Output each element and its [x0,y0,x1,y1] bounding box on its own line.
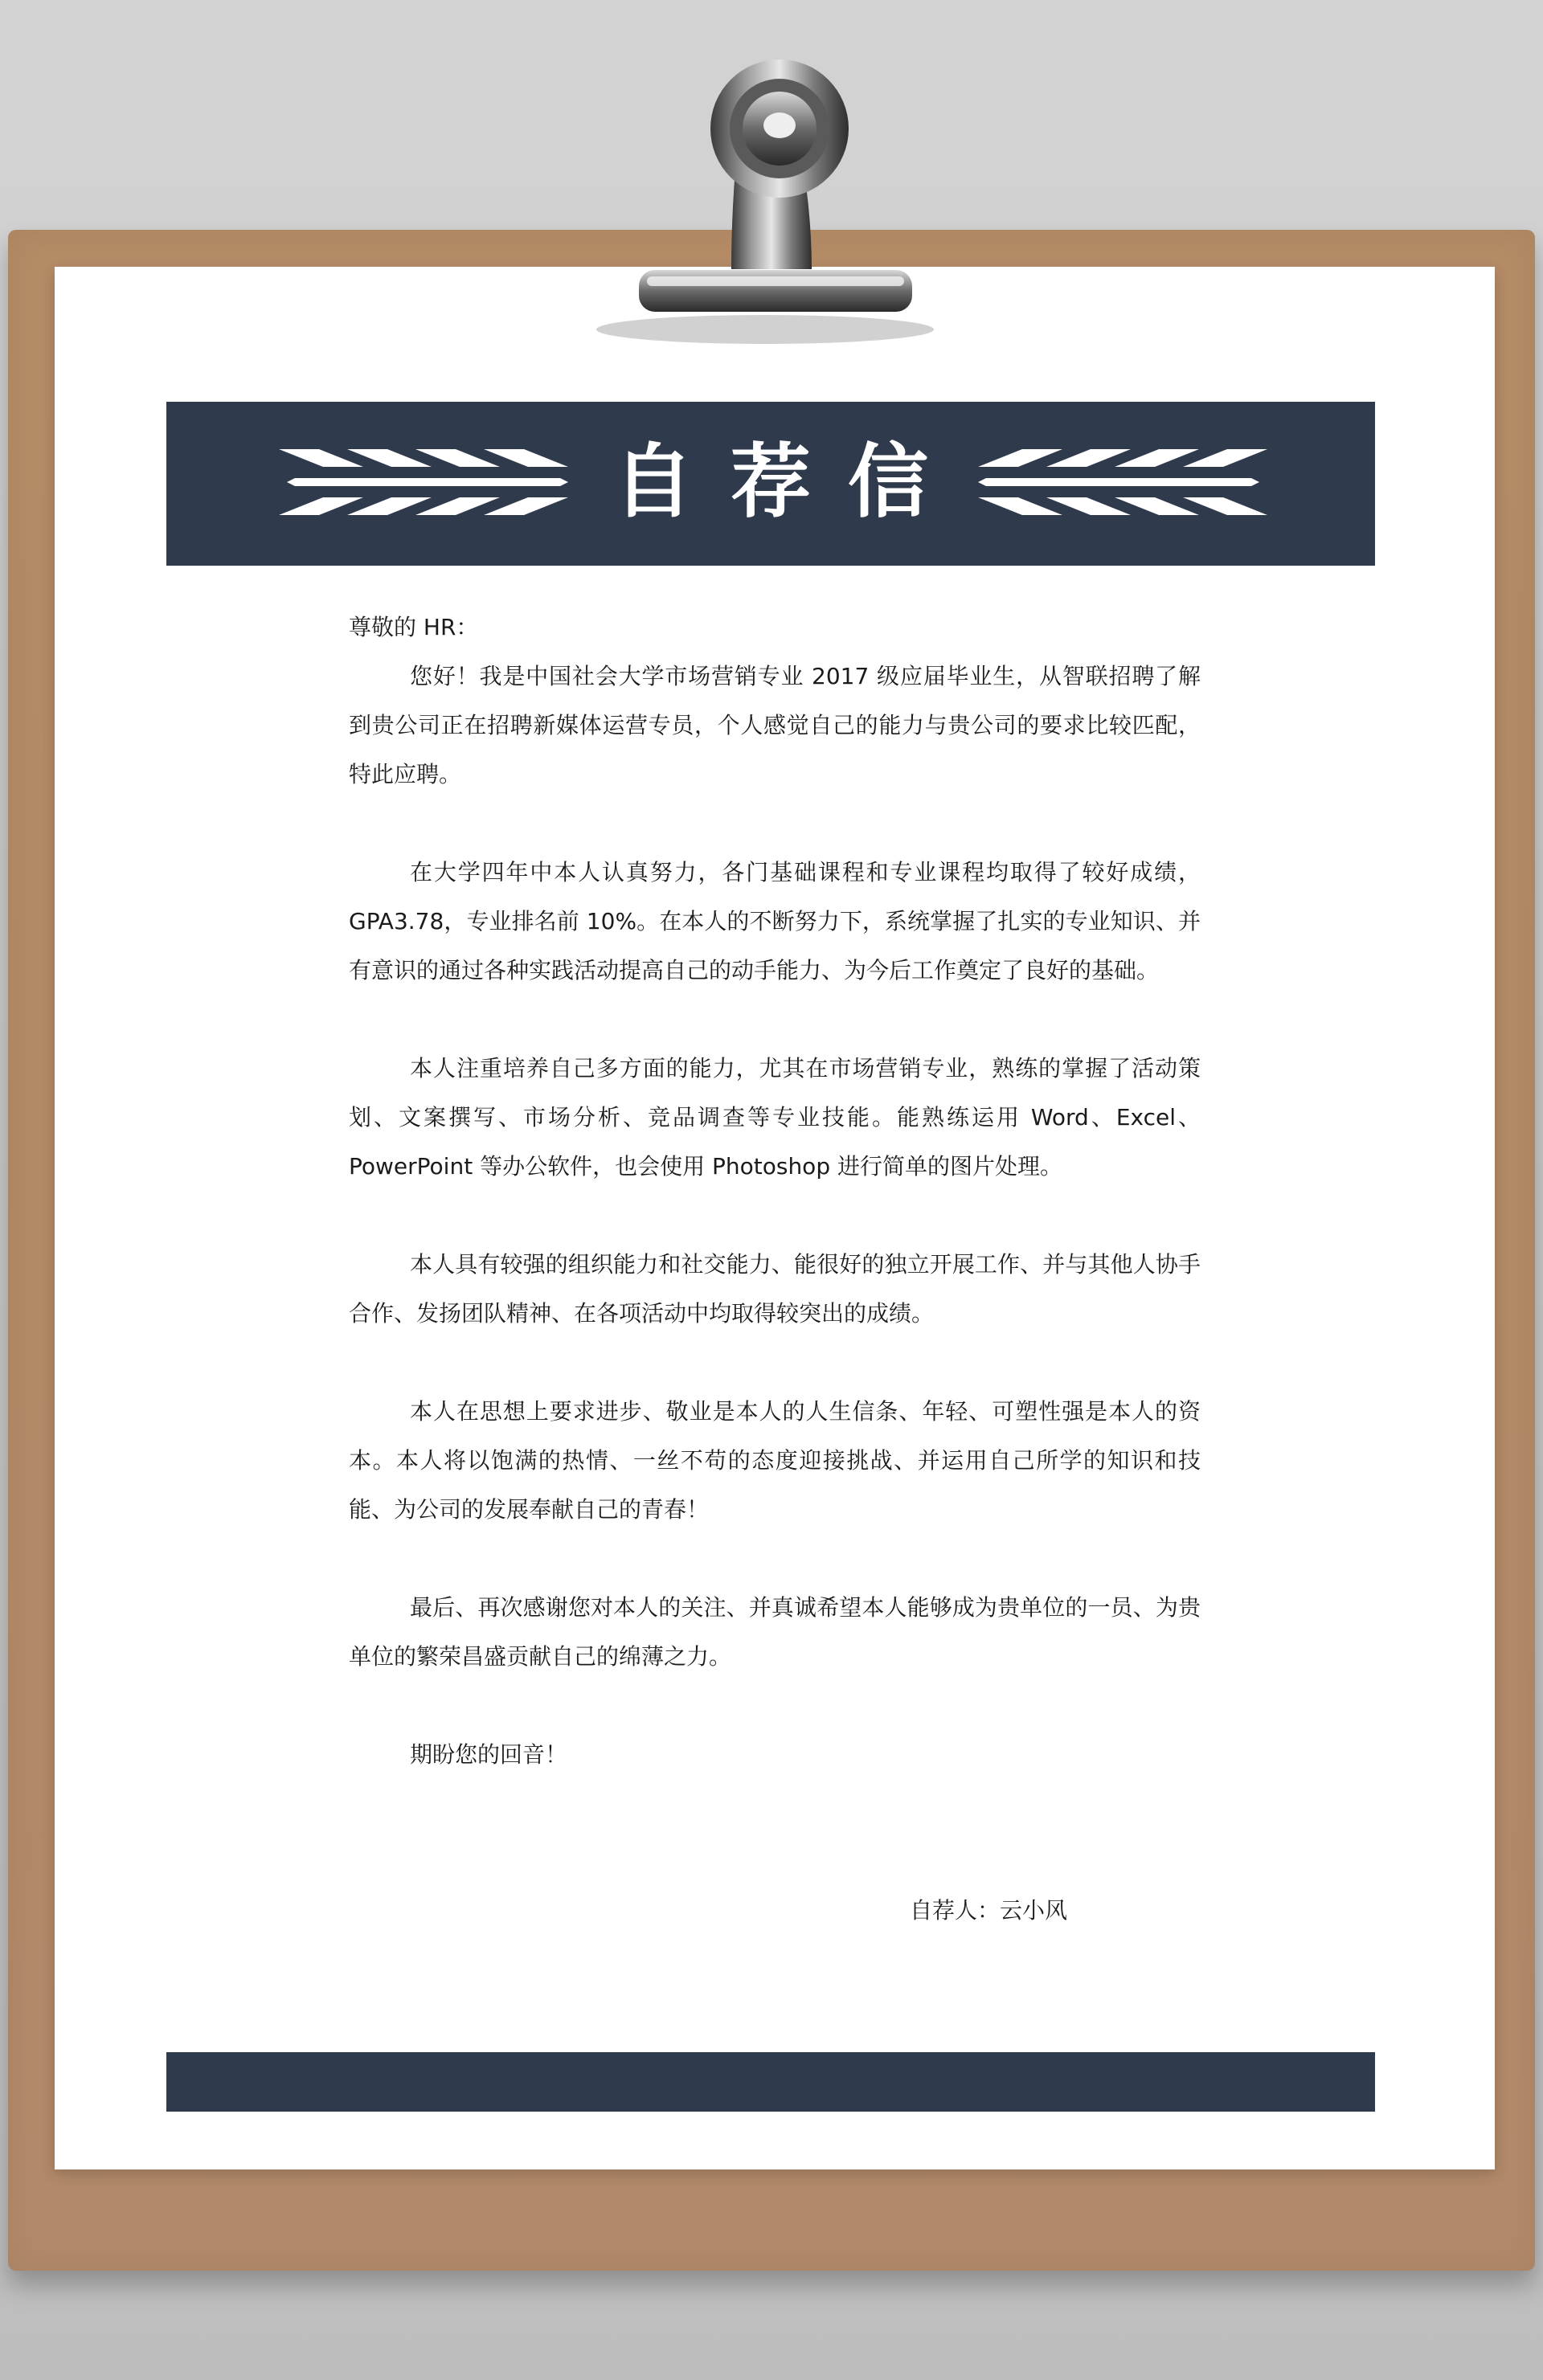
paragraph-skills: 本人注重培养自己多方面的能力，尤其在市场营销专业，熟练的掌握了活动策划、文案撰写、市场分析、竞品调查等专业技能。能熟练运用 Word、Excel、PowerPoint 等办公软件，也会使用 Photoshop 进行简单的图片处理。 [349,1055,1201,1180]
paragraph-academics: 在大学四年中本人认真努力，各门基础课程和专业课程均取得了较好成绩，GPA3.78，专业排名前 10%。在本人的不断努力下，系统掌握了扎实的专业知识、并有意识的通过各种实践活动提高自己的动手能力、为今后工作奠定了良好的基础。 [349,859,1201,983]
paragraph-teamwork: 本人具有较强的组织能力和社交能力、能很好的独立开展工作、并与其他人协手合作、发扬团队精神、在各项活动中均取得较突出的成绩。 [349,1251,1201,1327]
paragraph-closing: 最后、再次感谢您对本人的关注、并真诚希望本人能够成为贵单位的一员、为贵单位的繁荣昌盛贡献自己的绵薄之力。 [349,1594,1201,1670]
signature: 自荐人：云小风 [910,1897,1068,1924]
footer-banner [166,2052,1375,2112]
paragraph-looking-forward: 期盼您的回音！ [410,1741,568,1768]
page-title: 自荐信 [613,435,965,529]
right-chevron-arrows-icon [970,446,1275,518]
title-banner [166,402,1375,566]
binder-clip-icon [579,48,948,354]
greeting: 尊敬的 HR： [349,614,479,640]
paragraph-attitude: 本人在思想上要求进步、敬业是本人的人生信条、年轻、可塑性强是本人的资本。本人将以饱满的热情、一丝不苟的态度迎接挑战、并运用自己所学的知识和技能、为公司的发展奉献自己的青春！ [349,1398,1201,1523]
letter-paper [55,267,1495,2169]
letter-body [349,603,1201,1779]
paragraph-intro: 您好！我是中国社会大学市场营销专业 2017 级应届毕业生，从智联招聘了解到贵公司正在招聘新媒体运营专员，个人感觉自己的能力与贵公司的要求比较匹配，特此应聘。 [349,663,1201,787]
